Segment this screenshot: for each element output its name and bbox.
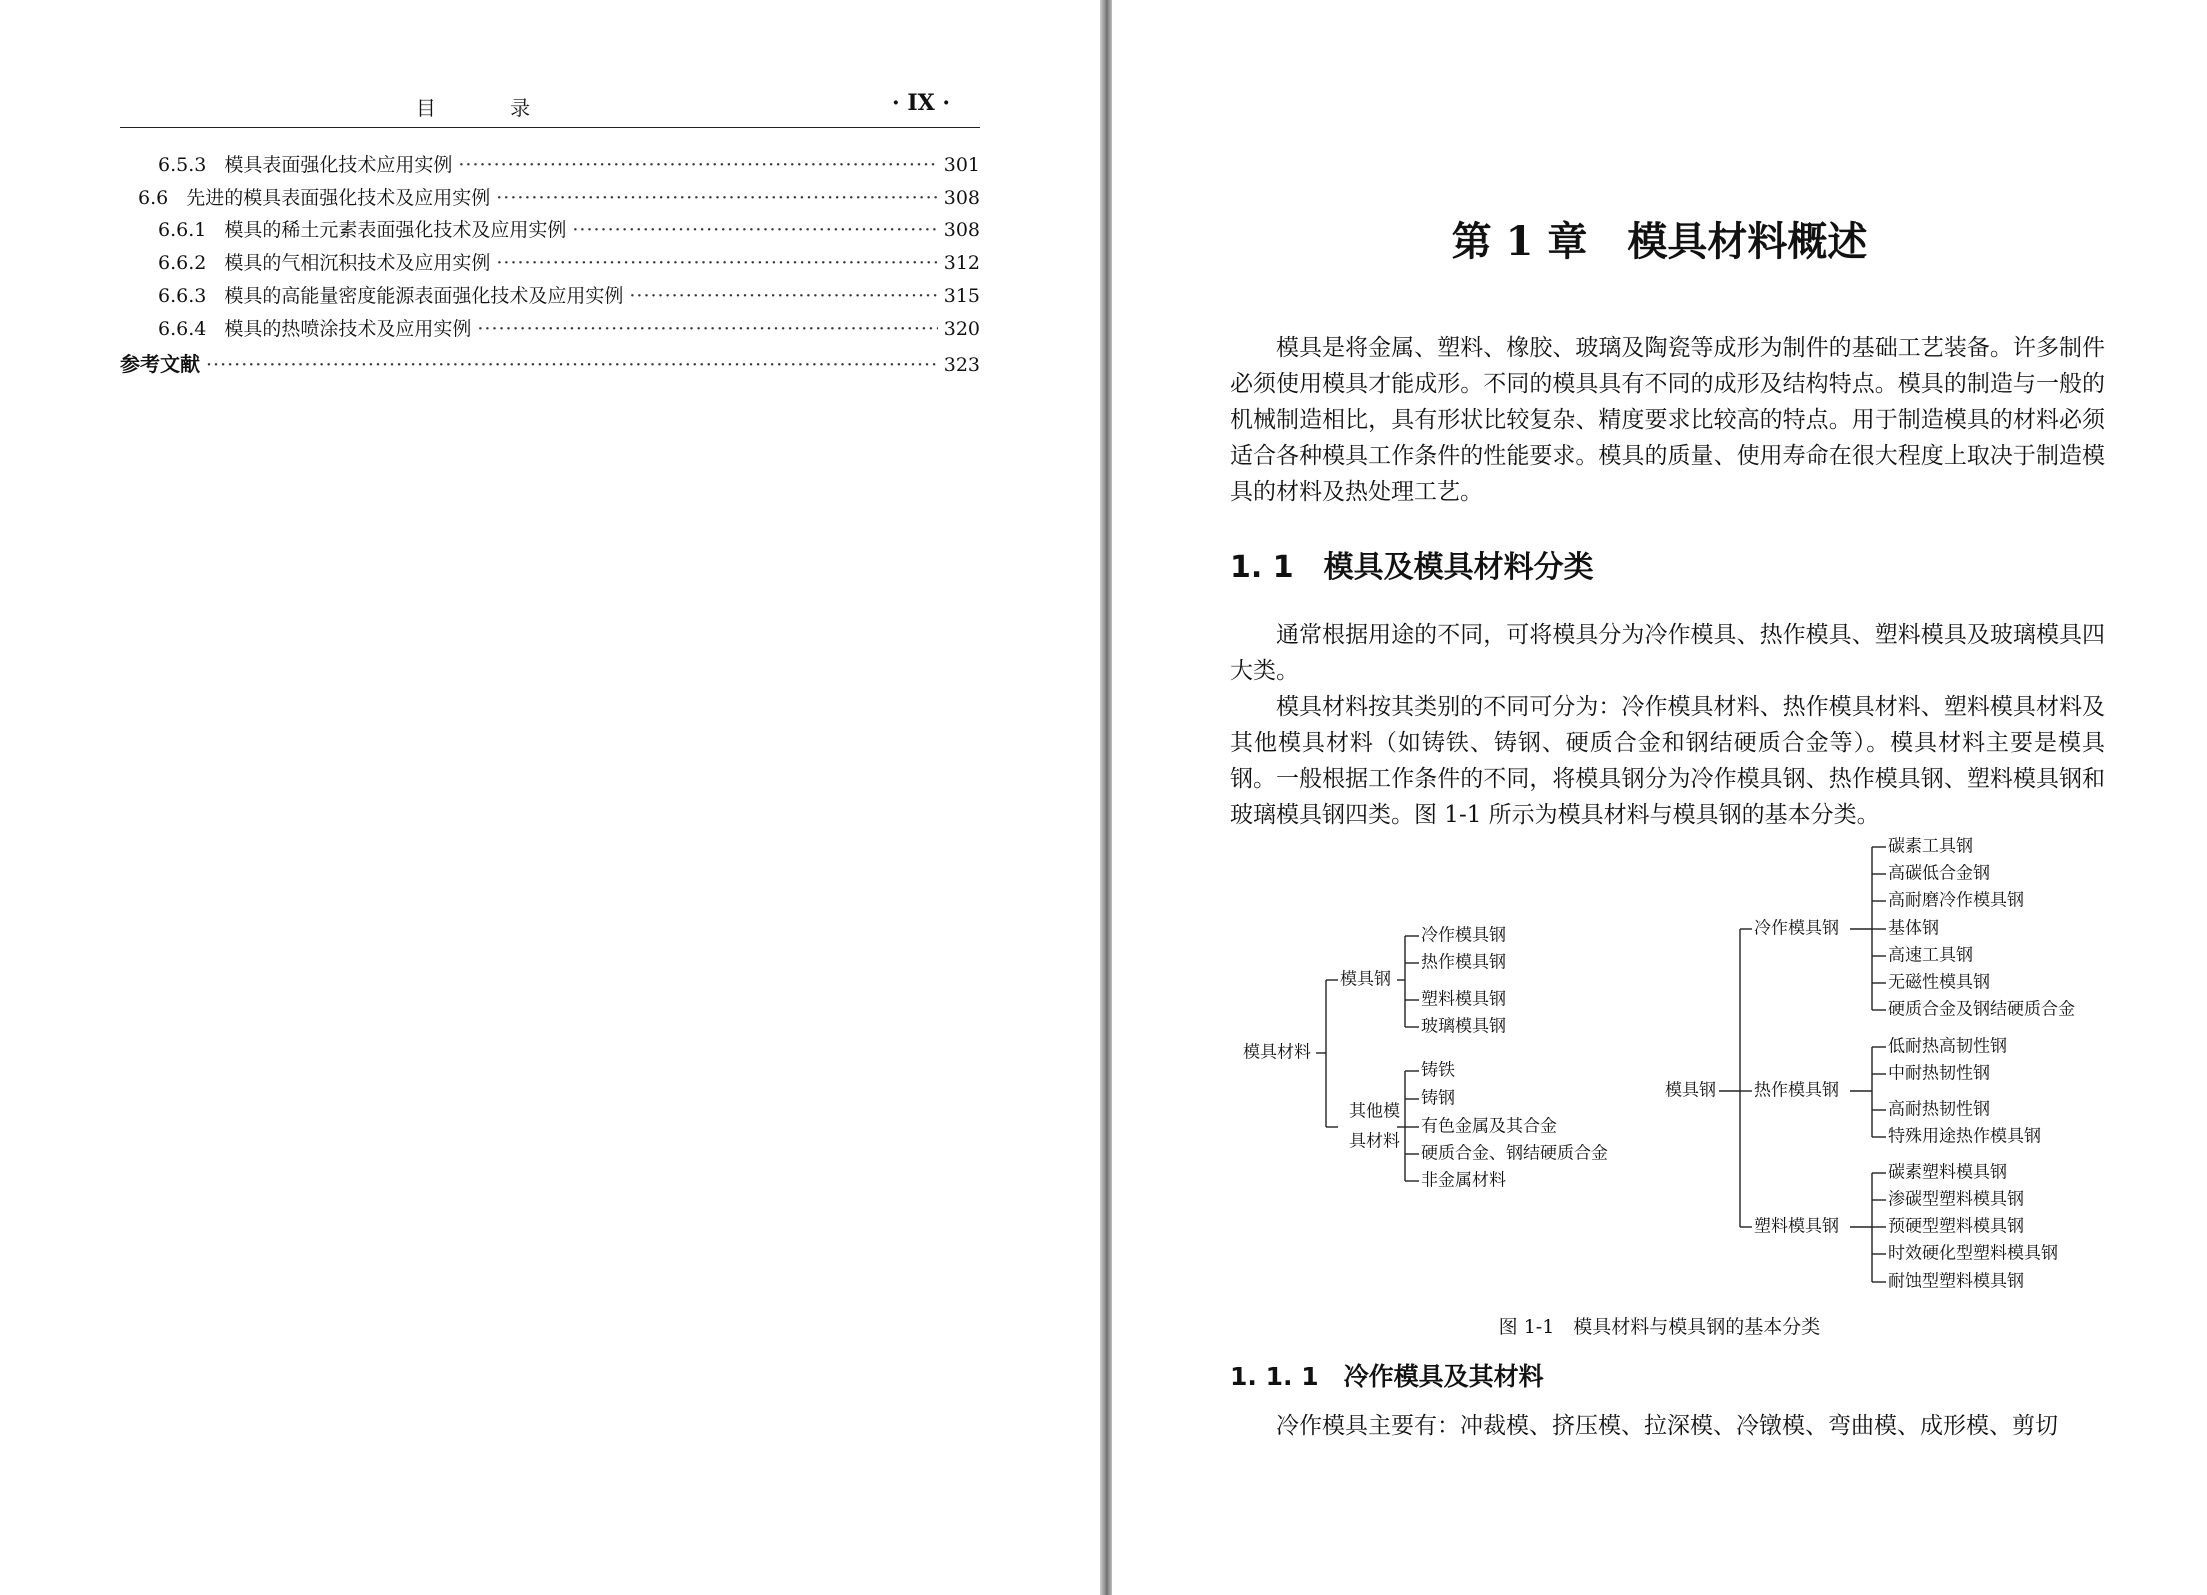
diagram-leaf-label: 高速工具钢 <box>1888 945 1973 966</box>
toc-page: 308 <box>943 219 980 241</box>
toc-entry[interactable] <box>158 217 980 243</box>
toc-title: 先进的模具表面强化技术及应用实例 <box>186 187 491 209</box>
paragraph-3: 冷作模具主要有：冲裁模、挤压模、拉深模、冷镦模、弯曲模、成形模、剪切 <box>1276 1413 2058 1439</box>
toc-number: 6.6.1 <box>158 219 207 241</box>
diagram-leaf-label: 无磁性模具钢 <box>1888 972 1990 993</box>
toc-entry[interactable] <box>158 316 980 342</box>
diagram-leaf-label: 高耐热韧性钢 <box>1888 1099 1990 1120</box>
diagram-leaf-label: 预硬型塑料模具钢 <box>1888 1216 2024 1237</box>
diagram-leaf-label: 高耐磨冷作模具钢 <box>1888 890 2024 911</box>
right-page <box>1112 0 2207 1595</box>
toc-leader <box>496 185 938 211</box>
paragraph-1: 通常根据用途的不同，可将模具分为冷作模具、热作模具、塑料模具及玻璃模具四大类。 <box>1230 622 2105 684</box>
diagram-root-label: 模具材料 <box>1243 1042 1311 1063</box>
chapter-title: 第 1 章 模具材料概述 <box>1451 218 1868 265</box>
toc-title: 模具的气相沉积技术及应用实例 <box>224 252 491 274</box>
toc-leader <box>629 283 937 309</box>
diagram-branch-label: 热作模具钢 <box>1754 1080 1839 1101</box>
toc-page: 320 <box>943 318 980 340</box>
toc-entry[interactable] <box>138 185 980 211</box>
figure-caption: 图 1-1 模具材料与模具钢的基本分类 <box>1498 1316 1821 1338</box>
diagram-leaf-label: 硬质合金、钢结硬质合金 <box>1421 1143 1608 1164</box>
left-page <box>0 0 1100 1595</box>
diagram-leaf-label: 碳素工具钢 <box>1888 836 1973 857</box>
toc-number: 6.5.3 <box>158 154 207 176</box>
toc-leader <box>458 152 937 178</box>
toc-page: 308 <box>943 187 980 209</box>
toc-leader <box>496 250 937 276</box>
diagram-leaf-label: 玻璃模具钢 <box>1421 1016 1506 1037</box>
diagram-leaf-label: 铸铁 <box>1421 1060 1455 1081</box>
toc-page: 312 <box>943 252 980 274</box>
diagram-leaf-label: 渗碳型塑料模具钢 <box>1888 1189 2024 1210</box>
toc-number: 6.6 <box>138 187 169 209</box>
diagram-branch-label: 塑料模具钢 <box>1754 1216 1839 1237</box>
toc-entry-references[interactable] <box>120 351 980 377</box>
toc-number: 6.6.2 <box>158 252 207 274</box>
diagram-leaf-label: 塑料模具钢 <box>1421 989 1506 1010</box>
intro-paragraph: 模具是将金属、塑料、橡胶、玻璃及陶瓷等成形为制件的基础工艺装备。许多制件必须使用模具才能成形。不同的模具具有不同的成形及结构特点。模具的制造与一般的机械制造相比，具有形状比较复杂、精度要求比较高的特点。用于制造模具的材料必须适合各种模具工作条件的性能要求。模具的质量、使用寿命在很大程度上取决于制造模具的材料及热处理工艺。 <box>1230 335 2105 505</box>
diagram-leaf-label: 高碳低合金钢 <box>1888 863 1990 884</box>
toc-title: 参考文献 <box>120 352 200 376</box>
diagram-leaf-label: 热作模具钢 <box>1421 952 1506 973</box>
diagram-leaf-label: 冷作模具钢 <box>1421 925 1506 946</box>
diagram-leaf-label: 时效硬化型塑料模具钢 <box>1888 1243 2058 1264</box>
diagram-leaf-label: 基体钢 <box>1888 918 1939 939</box>
toc-number: 6.6.4 <box>158 318 207 340</box>
diagram-leaf-label: 低耐热高韧性钢 <box>1888 1036 2007 1057</box>
page-gutter <box>1100 0 1112 1595</box>
diagram-leaf-label: 有色金属及其合金 <box>1421 1116 1557 1137</box>
diagram-branch-label: 具材料 <box>1349 1131 1400 1152</box>
diagram-leaf-label: 耐蚀型塑料模具钢 <box>1888 1271 2024 1292</box>
diagram-leaf-label: 特殊用途热作模具钢 <box>1888 1126 2041 1147</box>
diagram-leaf-label: 碳素塑料模具钢 <box>1888 1162 2007 1183</box>
classification-diagram <box>1112 0 2207 1595</box>
toc-leader <box>206 352 938 378</box>
toc-entry[interactable] <box>158 283 980 309</box>
toc-page: 315 <box>943 285 980 307</box>
toc-leader <box>477 316 937 342</box>
toc-title: 模具的高能量密度能源表面强化技术及应用实例 <box>224 285 624 307</box>
diagram-branch-label: 模具钢 <box>1340 969 1391 990</box>
header-title: 目 录 <box>415 96 565 120</box>
toc-page: 301 <box>943 154 980 176</box>
toc-page: 323 <box>943 354 980 376</box>
diagram-leaf-label: 中耐热韧性钢 <box>1888 1063 1990 1084</box>
running-header <box>120 92 980 122</box>
toc-entry[interactable] <box>158 152 980 178</box>
diagram-root-label: 模具钢 <box>1665 1080 1716 1101</box>
diagram-leaf-label: 非金属材料 <box>1421 1170 1506 1191</box>
diagram-leaf-label: 硬质合金及钢结硬质合金 <box>1888 999 2075 1020</box>
diagram-branch-label: 其他模 <box>1349 1101 1400 1122</box>
toc-entry[interactable] <box>158 250 980 276</box>
paragraph-2: 模具材料按其类别的不同可分为：冷作模具材料、热作模具材料、塑料模具材料及其他模具材料（如铸铁、铸钢、硬质合金和钢结硬质合金等）。模具材料主要是模具钢。一般根据工作条件的不同，将模具钢分为冷作模具钢、热作模具钢、塑料模具钢和玻璃模具钢四类。图 1-1 所示为模具材料与模具钢的基本分类。 <box>1230 694 2105 828</box>
toc-leader <box>572 217 937 243</box>
diagram-leaf-label: 铸钢 <box>1421 1088 1455 1109</box>
section-heading-1-1-1: 1. 1. 1 冷作模具及其材料 <box>1230 1362 1544 1391</box>
section-heading-1-1: 1. 1 模具及模具材料分类 <box>1230 550 1594 585</box>
header-rule <box>120 127 980 128</box>
diagram-branch-label: 冷作模具钢 <box>1754 918 1839 939</box>
header-page-number: · IX · <box>892 90 950 116</box>
toc-title: 模具表面强化技术应用实例 <box>224 154 453 176</box>
toc-title: 模具的热喷涂技术及应用实例 <box>224 318 472 340</box>
toc-title: 模具的稀土元素表面强化技术及应用实例 <box>224 219 567 241</box>
toc-number: 6.6.3 <box>158 285 207 307</box>
